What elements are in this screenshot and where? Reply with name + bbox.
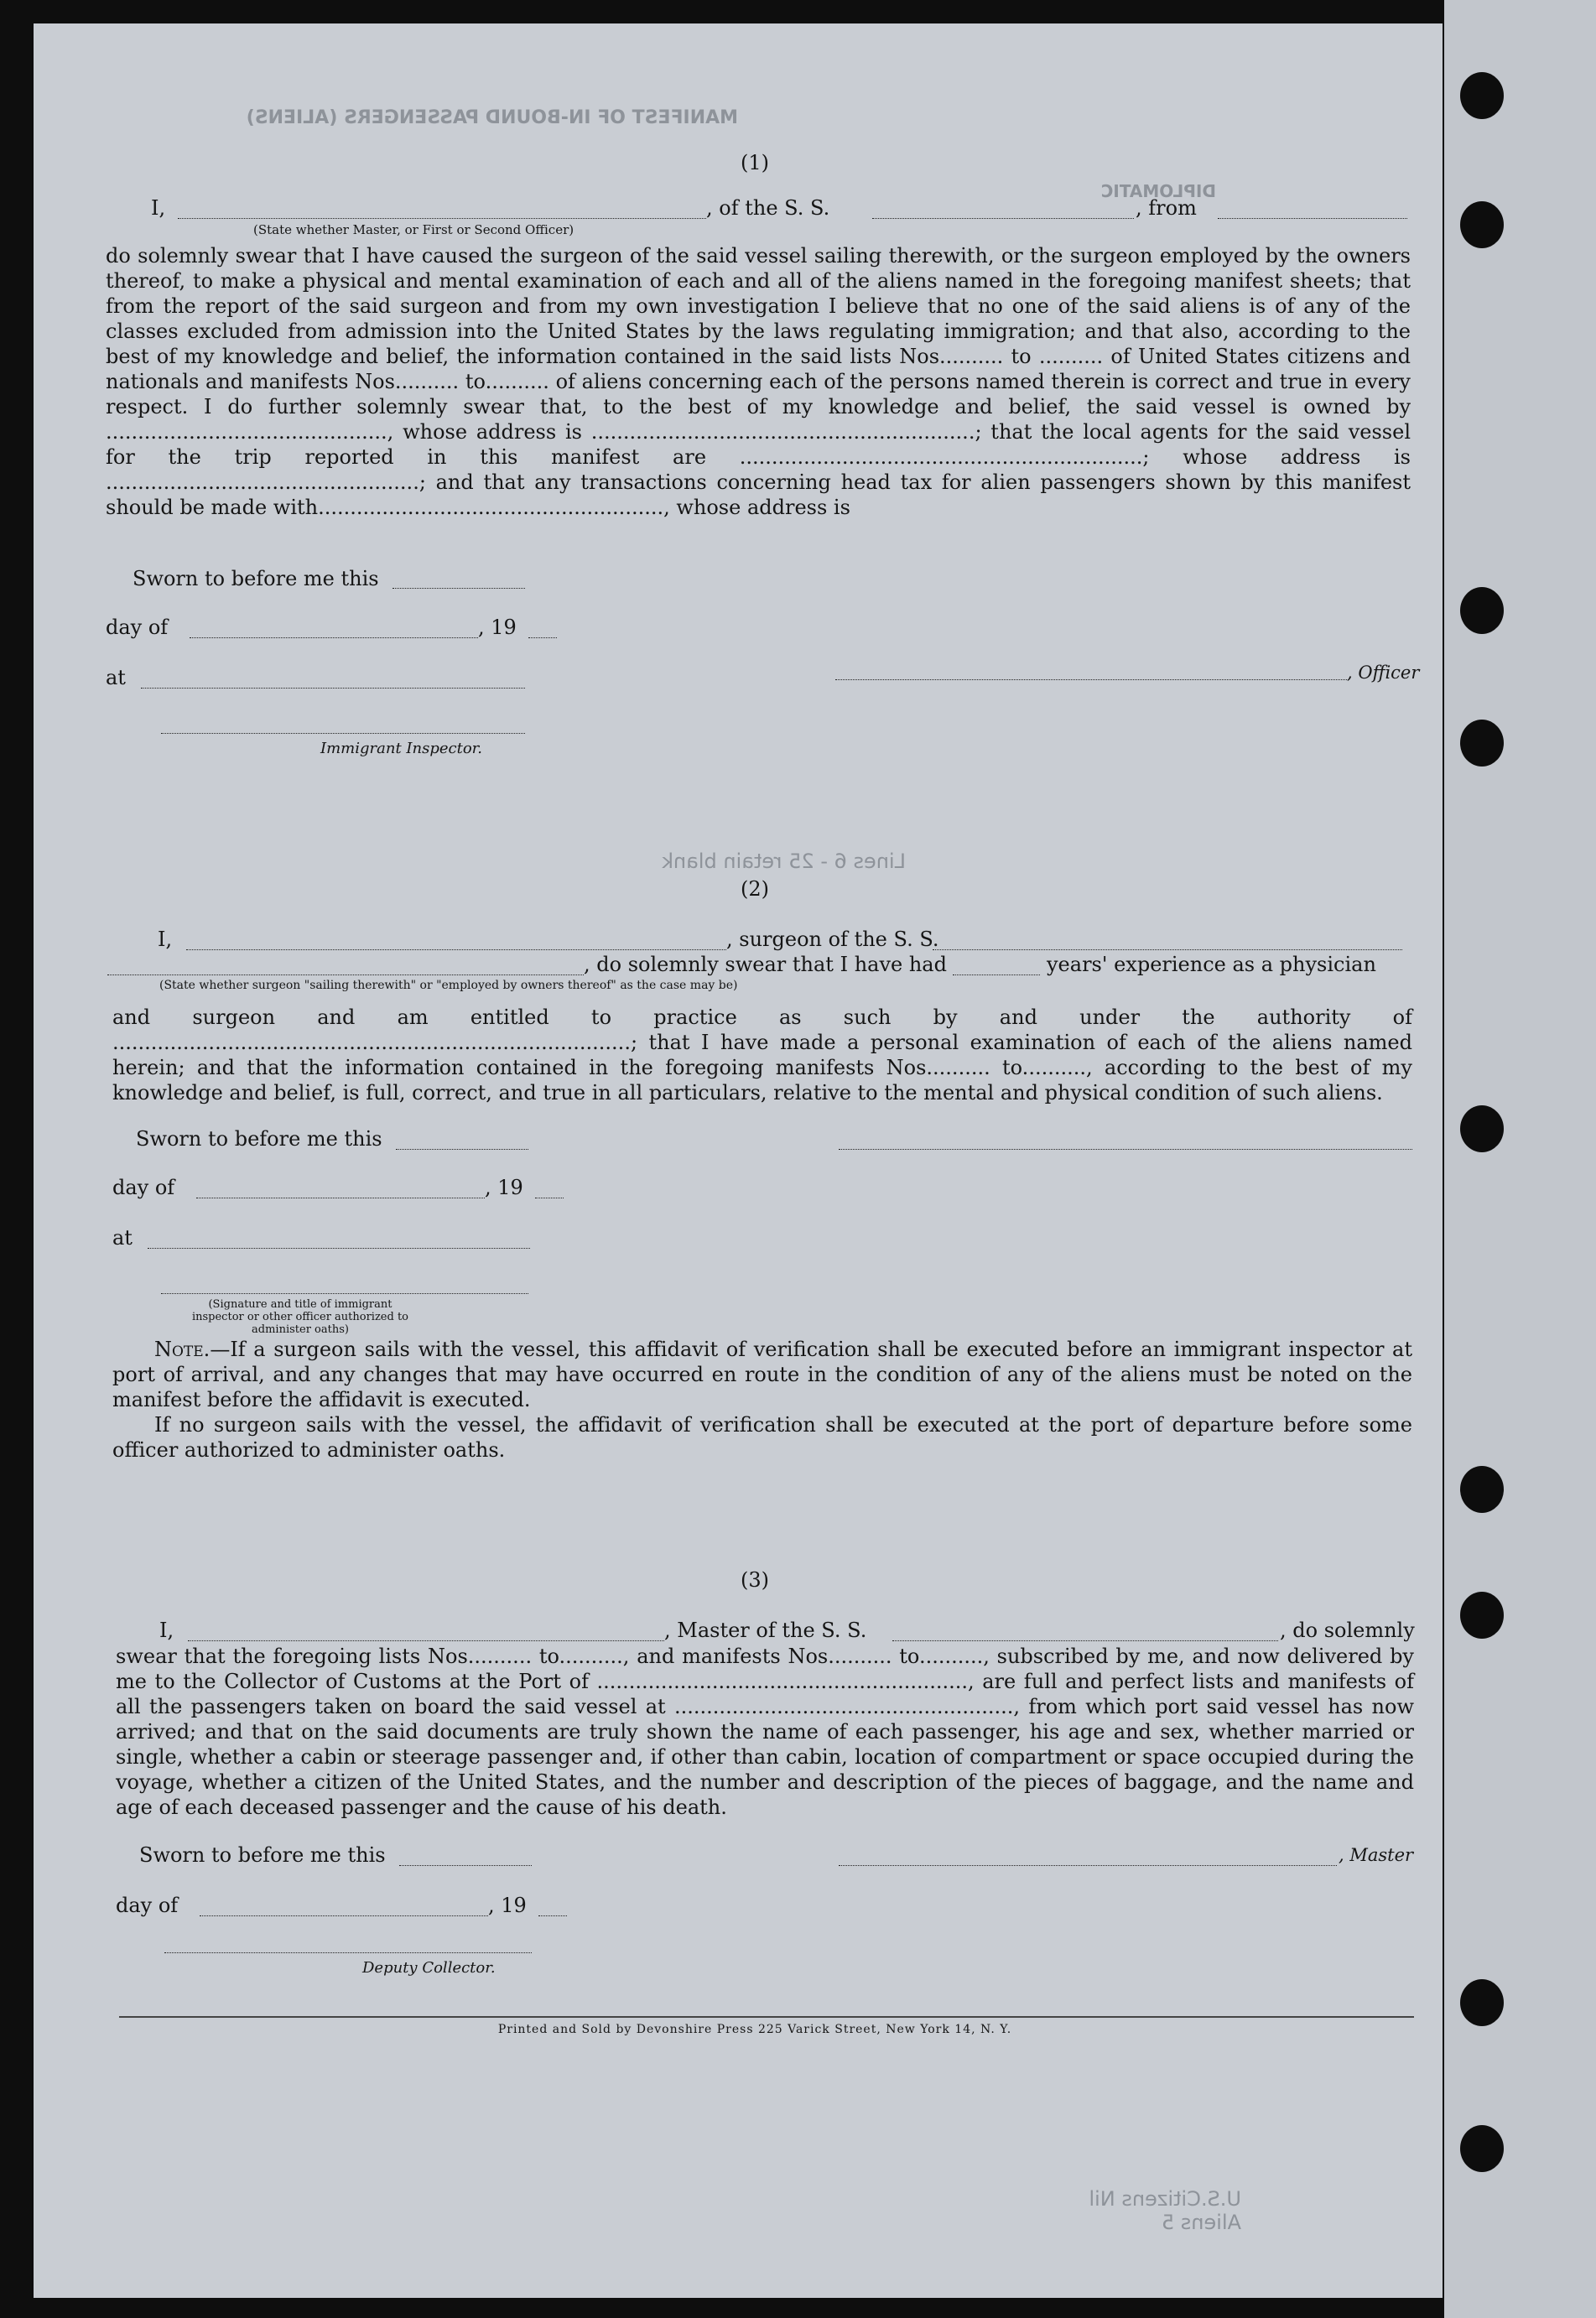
section-3-number: (3) [741,1568,769,1592]
section-2-i: I, [158,928,173,951]
section-1-year-line [528,637,557,638]
punch-hole-8 [1460,1979,1504,2026]
section-2-surgeon-of-ss: , surgeon of the S. S. [726,928,939,951]
section-1-number: (1) [741,151,769,174]
section-3-paragraph: swear that the foregoing lists Nos.......... to.........., and manifests Nos.......... to.........., subscribed by me, and now delivered by me to the Collector of Customs at the Port of .........................................................., are full and perfect lists and manifests of all the passengers taken on board the said vessel at ....................................................., from which port said vessel has now arrived; and that on the said documents are truly shown the name of each passenger, his age and sex, whether married or single, whether a cabin or steerage passenger and, if other than cabin, location of compartment or space occupied during the voyage, whether a citizen of the United States, and the number and description of the pieces of baggage, and the name and age of each deceased passenger and the cause of his death. [116,1645,1414,1819]
note-paragraph-2: If no surgeon sails with the vessel, the affidavit of verification shall be executed at the port of departure before some officer authorized to administer oaths. [112,1413,1412,1462]
section-2-signer: (Signature and title of immigrant inspector or other officer authorized to administer oaths) [191,1298,409,1336]
section-2-at-line [148,1248,530,1249]
section-2-year: , 19 [485,1176,523,1199]
section-3-master-signature-line [839,1865,1337,1866]
bleed-through-header-class: DIPLOMATIC [1100,181,1216,201]
section-3-sworn-line [399,1865,532,1866]
section-3-master: , Master [1339,1845,1414,1865]
punch-hole-7 [1460,1592,1504,1639]
section-1-signer: Immigrant Inspector. [320,740,483,757]
section-2-status-line [107,974,584,975]
bleed-through-mid-text: Lines 6 - 25 retain blank [662,850,906,873]
section-3-i: I, [159,1619,174,1642]
section-3-signer-line [164,1952,532,1953]
section-1-officer-name-line [178,218,706,219]
section-1-year: , 19 [478,616,517,639]
section-3-signer: Deputy Collector. [362,1959,496,1977]
footer-rule [119,2016,1414,2018]
section-3-vessel-line [892,1640,1278,1641]
punch-hole-2 [1460,201,1504,248]
section-1-at: at [106,666,126,689]
note-text-1: —If a surgeon sails with the vessel, this affidavit of verification shall be executed before an immigrant inspector at port of arrival, and any changes that may have occurred en route in the condition of any of the aliens must be noted on the manifest before the affidavit is executed. [112,1338,1412,1411]
section-2-years: years' experience as a physician [1047,953,1376,976]
section-2-years-line [953,974,1040,975]
section-1-day-line [190,637,478,638]
note-paragraph-1 [112,1337,1412,1412]
section-1-officer-signature-line [835,679,1347,680]
section-2-sworn: Sworn to before me this [136,1127,382,1151]
manifest-back-page [34,23,1443,2298]
section-3-sworn: Sworn to before me this [139,1843,386,1867]
section-3-year: , 19 [488,1894,527,1917]
binder-strip [1444,0,1596,2318]
section-1-from-line [1218,218,1407,219]
section-1-of-the-ss: , of the S. S. [706,196,830,220]
section-1-caption: (State whether Master, or First or Second Officer) [253,222,574,237]
punch-hole-6 [1460,1466,1504,1513]
punch-hole-9 [1460,2125,1504,2172]
section-3-master-name-line [188,1640,664,1641]
section-2-sworn-line [396,1149,528,1150]
bleed-through-header-title: MANIFEST OF IN-BOUND PASSENGERS (ALIENS) [246,107,738,128]
section-2-day-of: day of [112,1176,175,1199]
section-2-surgeon-name-line [186,949,726,950]
section-2-at: at [112,1226,133,1250]
section-2-vessel-line [933,949,1402,950]
punch-hole-1 [1460,72,1504,119]
section-3-day-line [200,1915,488,1916]
section-1-sworn-line [393,588,525,589]
section-1-vessel-line [872,218,1134,219]
bleed-through-bottom-text: U.S.Citizens Nil Aliens 5 [1089,2187,1241,2234]
section-1-sworn: Sworn to before me this [133,567,379,590]
punch-hole-5 [1460,1105,1504,1152]
punch-hole-4 [1460,720,1504,767]
section-3-day-of: day of [116,1894,179,1917]
section-2-caption: (State whether surgeon "sailing therewith" or "employed by owners thereof" as the case may be) [159,979,738,992]
note-label: Note. [154,1338,211,1361]
section-1-from: , from [1136,196,1197,220]
section-1-day-of: day of [106,616,169,639]
section-3-do-solemnly: , do solemnly [1280,1619,1415,1642]
section-2-signature-line [839,1149,1412,1150]
section-2-signer-line [161,1293,528,1294]
footer-printer: Printed and Sold by Devonshire Press 225 Varick Street, New York 14, N. Y. [497,2023,1012,2036]
section-1-paragraph: do solemnly swear that I have caused the surgeon of the said vessel sailing therewith, or the surgeon employed by the owners thereof, to make a physical and mental examination of each and all of the aliens named in the foregoing manifest sheets; that from the report of the said surgeon and from my own investigation I believe that no one of the said aliens is of any of the classes excluded from admission into the United States by the laws regulating immigration; and that also, according to the best of my knowledge and belief, the information contained in the said lists Nos.......... to .......... of United States citizens and nationals and manifests Nos.......... to.......... of aliens concerning each of the persons named therein is correct and true in every respect. I do further solemnly swear that, to the best of my knowledge and belief, the said vessel is owned by ............................................, whose address is ............................................................; that the local agents for the said vessel for the trip reported in this manifest are ...............................................................; whose address is .................................................; and that any transactions concerning head tax for alien passengers shown by this manifest should be made with......................................................, whose address is [106,244,1411,519]
section-1-signer-line [161,733,525,734]
punch-hole-3 [1460,587,1504,634]
section-1-i: I, [151,196,166,220]
section-2-swear-line: , do solemnly swear that I have had [584,953,947,976]
section-3-master-of-ss: , Master of the S. S. [664,1619,867,1642]
section-3-year-line [538,1915,567,1916]
section-1-at-line [141,688,525,689]
section-2-paragraph: and surgeon and am entitled to practice as such by and under the authority of .................................................................................; that I have made a personal examination of each of the aliens named herein; and that the information contained in the foregoing manifests Nos.......... to.........., according to the best of my knowledge and belief, is full, correct, and true in all particulars, relative to the mental and physical condition of such aliens. [112,1006,1412,1104]
section-2-number: (2) [741,877,769,901]
section-1-officer: , Officer [1347,663,1420,683]
